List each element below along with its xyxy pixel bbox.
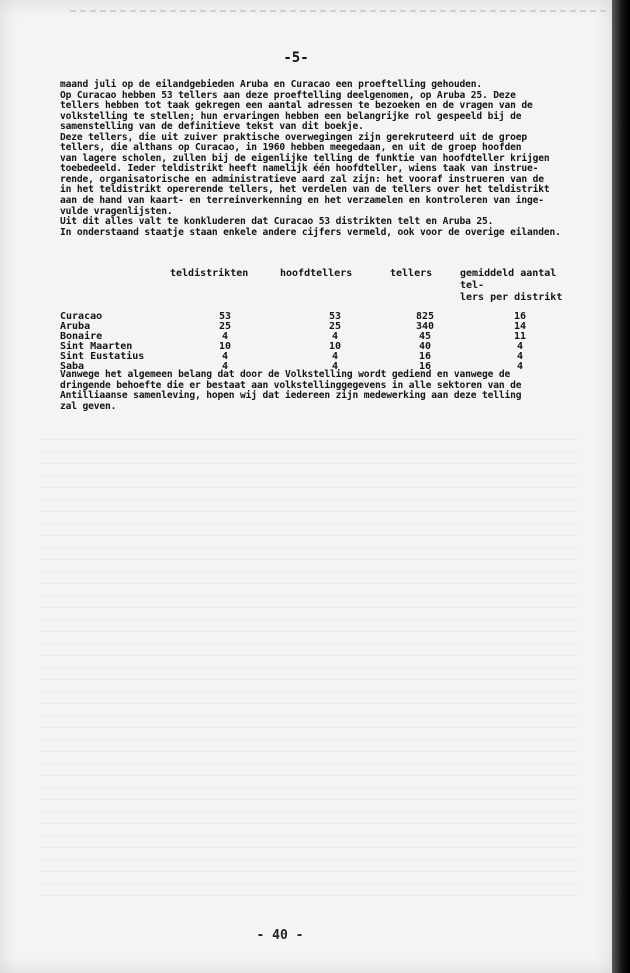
cell-island: Sint Maarten <box>60 341 133 352</box>
cell-average: 14 <box>513 321 527 332</box>
cell-island: Curacao <box>60 311 103 322</box>
cell-average: 4 <box>516 361 524 372</box>
text-line: van lagere scholen, zullen bij de eigenlijke telling de funktie van hoofdteller krijgen <box>60 152 550 164</box>
table-row <box>60 332 580 342</box>
cell-head-counters: 4 <box>331 331 339 342</box>
cell-island: Sint Eustatius <box>60 351 145 362</box>
text-line: tellers, die althans op Curacao, in 1960 hebben meegedaan, en uit de groep hoofden <box>60 142 522 154</box>
cell-districts: 10 <box>218 341 232 352</box>
text-line: volkstelling te stellen; hun ervaringen hebben een belangrijke rol gespeeld bij de <box>60 110 522 122</box>
cell-head-counters: 53 <box>328 311 342 322</box>
header-head-counters: hoofdtellers <box>280 268 353 279</box>
cell-island: Bonaire <box>60 331 103 342</box>
text-line: aan de hand van kaart- en terreinverkenning en het verzamelen en kontroleren van inge- <box>60 195 544 207</box>
header-average-line2: lers per distrikt <box>460 292 563 303</box>
cell-head-counters: 25 <box>328 321 342 332</box>
scan-right-border <box>612 0 630 973</box>
text-line: tellers hebben tot taak gekregen een aantal adressen te bezoeken en de vragen van de <box>60 100 533 112</box>
cell-districts: 4 <box>221 331 229 342</box>
cell-head-counters: 4 <box>331 351 339 362</box>
cell-counters: 45 <box>418 331 432 342</box>
text-line: Deze tellers, die uit zuiver praktische overwegingen zijn gerekruteerd uit de groep <box>60 131 527 143</box>
cell-island: Aruba <box>60 321 91 332</box>
text-line: dringende behoefte die er bestaat aan volkstellinggegevens in alle sektoren van de <box>60 379 522 391</box>
cell-average: 16 <box>513 311 527 322</box>
header-island <box>60 268 170 304</box>
statistics-table <box>60 268 580 372</box>
cell-districts: 4 <box>221 361 229 372</box>
text-line: In onderstaand staatje staan enkele andere cijfers vermeld, ook voor de overige eilanden. <box>60 226 561 238</box>
text-line: rende, organisatorische en administratieve aard zal zijn: het vooraf instrueren van de <box>60 173 544 185</box>
cell-districts: 53 <box>218 311 232 322</box>
cell-districts: 25 <box>218 321 232 332</box>
cell-counters: 340 <box>415 321 435 332</box>
cell-average: 11 <box>513 331 527 342</box>
table-row <box>60 322 580 332</box>
show-through-texture <box>40 430 580 900</box>
page-number-top: -5- <box>283 50 309 66</box>
cell-average: 4 <box>516 351 524 362</box>
closing-paragraph <box>60 370 580 412</box>
cell-counters: 40 <box>418 341 432 352</box>
text-line: zal geven. <box>60 400 117 412</box>
cell-districts: 4 <box>221 351 229 362</box>
text-line: in het teldistrikt opererende tellers, het verdelen van de tellers over het teldistrikt <box>60 184 550 196</box>
cell-island: Saba <box>60 361 85 372</box>
scan-edge-line <box>70 10 610 12</box>
text-line: samenstelling van de definitieve tekst van dit boekje. <box>60 121 364 133</box>
cell-counters: 825 <box>415 311 435 322</box>
header-districts: teldistrikten <box>170 268 249 279</box>
cell-head-counters: 10 <box>328 341 342 352</box>
header-average-line1: gemiddeld aantal tel- <box>460 268 557 291</box>
page-number-bottom: - 40 - <box>256 928 304 943</box>
text-line: Vanwege het algemeen belang dat door de Volkstelling wordt gediend en vanwege de <box>60 369 511 380</box>
intro-paragraph <box>60 80 580 238</box>
cell-counters: 16 <box>418 351 432 362</box>
text-line: toebedeeld. Ieder teldistrikt heeft namelijk één hoofdteller, wiens taak van instrue- <box>60 163 539 175</box>
text-line: Uit dit alles valt te konkluderen dat Curacao 53 distrikten telt en Aruba 25. <box>60 216 494 228</box>
header-average <box>460 268 580 304</box>
cell-head-counters: 4 <box>331 361 339 372</box>
text-line: vulde vragenlijsten. <box>60 205 173 217</box>
text-line: Op Curacao hebben 53 tellers aan deze proeftelling deelgenomen, op Aruba 25. Deze <box>60 89 516 101</box>
table-row <box>60 352 580 362</box>
text-line: Antilliaanse samenleving, hopen wij dat iedereen zijn medewerking aan deze telling <box>60 390 522 402</box>
cell-counters: 16 <box>418 361 432 372</box>
header-counters: tellers <box>390 268 433 279</box>
table-header-row <box>60 268 580 304</box>
text-line: maand juli op de eilandgebieden Aruba en Curacao een proeftelling gehouden. <box>60 79 482 90</box>
cell-average: 4 <box>516 341 524 352</box>
table-row <box>60 312 580 322</box>
